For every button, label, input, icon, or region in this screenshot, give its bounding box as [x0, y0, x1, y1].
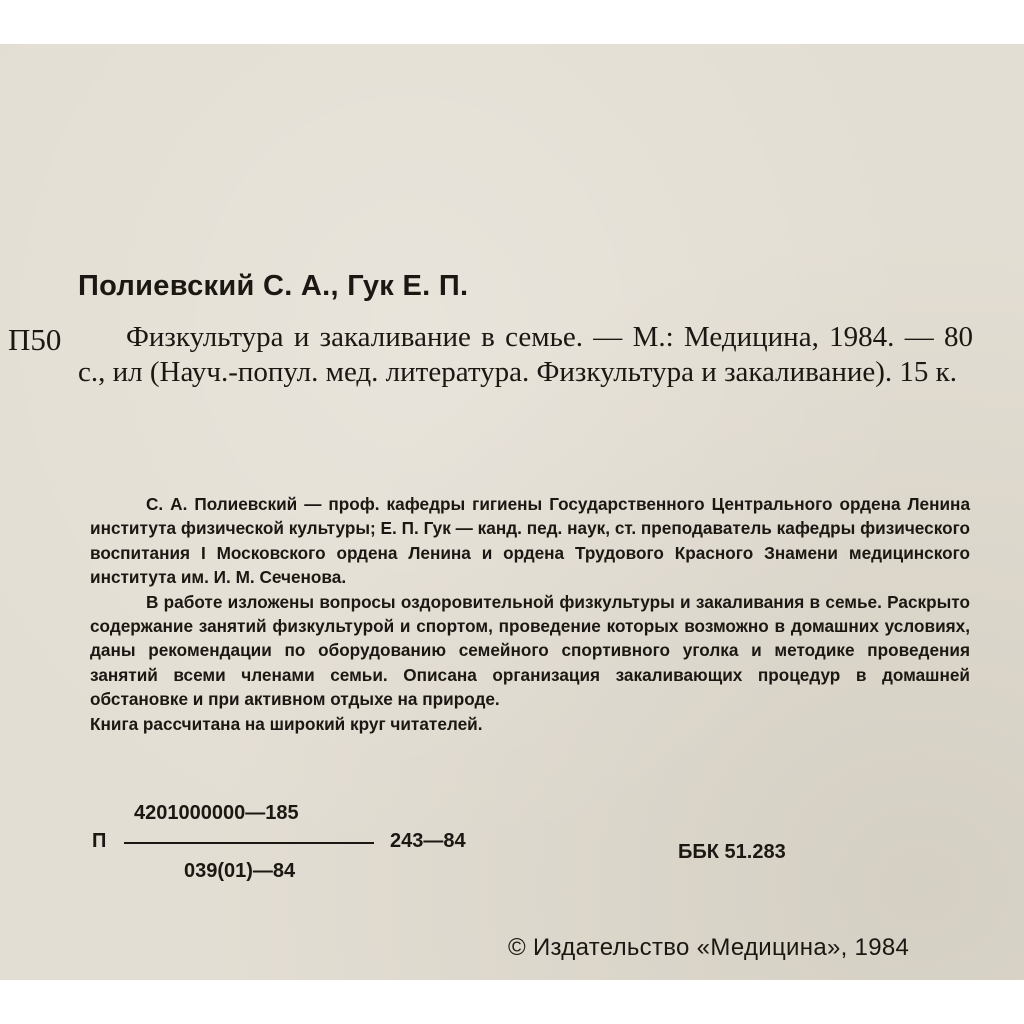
- about-authors-paragraph: С. А. Полиевский — проф. кафедры гигиены Государственного Центрального ордена Ленина института физической культуры; Е. П. Гук — канд. пед. наук, ст. преподаватель кафедры физического воспитания I Московского ордена Ленина и ордена Трудового Красного Знамени медицинского института им. И. М. Сеченова.: [90, 494, 970, 588]
- order-code: 243—84: [390, 830, 466, 852]
- bbk-code: ББК 51.283: [678, 841, 786, 863]
- annotation-block: [90, 492, 970, 736]
- summary-paragraph: В работе изложены вопросы оздоровительной физкультуры и закаливания в семье. Раскрыто содержание занятий физкультурой и спортом, проведение которых возможно в домашних условиях, даны рекомендации по оборудованию семейного спортивного уголка и методике проведения занятий всеми членами семьи. Описана организация закаливающих процедур в домашней обстановке и при активном отдыхе на природе.: [90, 591, 970, 710]
- classification-denominator: 039(01)—84: [184, 860, 296, 882]
- copyright-line: © Издательство «Медицина», 1984: [508, 934, 910, 961]
- classification-prefix: П: [92, 830, 107, 852]
- book-page: [0, 44, 1024, 980]
- classification-numerator: 4201000000—185: [134, 802, 299, 824]
- fraction-line: [124, 842, 374, 844]
- call-number: П50: [8, 322, 62, 357]
- authors-heading: Полиевский С. А., Гук Е. П.: [78, 270, 469, 302]
- audience-paragraph: Книга рассчитана на широкий круг читателей.: [90, 713, 483, 734]
- bibliographic-entry: Физкультура и закаливание в семье. — М.: Медицина, 1984. — 80 с., ил (Науч.-попул. мед. литература. Физкультура и закаливание). 15 к.: [78, 321, 973, 388]
